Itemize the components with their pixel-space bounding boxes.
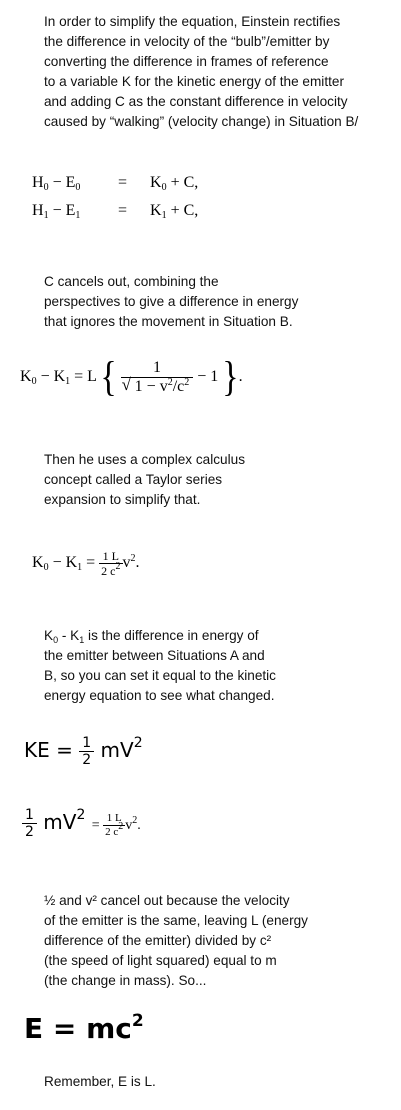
equation-lhs: $H_0 - E_0$ [32,174,81,193]
taylor-line: expansion to simplify that. [44,492,201,507]
conclusion-line: (the speed of light squared) equal to m [44,953,277,968]
intro-line: caused by “walking” (velocity change) in Situation B/ [44,114,359,129]
kinetic-difference-equation: $K_0 - K_1 = L$ { 1 √ $1 - v^2/c^2$ − 1 }. [20,353,243,400]
cancel-paragraph [44,272,394,332]
left-brace: { [100,353,117,400]
equation-rhs: $K_0 + C$, [150,174,199,193]
kinetic-energy-equation: KE = $\frac{1}{2}$ $mV^2$ [24,735,143,768]
taylor-equation: $K_0 - K_1$ = $\frac{1 L}{2 c^2}$ $v^2$. [32,549,140,578]
conclusion-line: difference of the emitter) divided by c² [44,933,272,948]
minus-one: − 1 [197,368,219,386]
taylor-fraction: $\frac{1 L}{2 c^2}$ [101,549,121,578]
taylor-paragraph [44,450,394,510]
intro-line: the difference in velocity of the “bulb”/emitter by [44,34,330,49]
half-fraction: $\frac{1}{2}$ [79,736,94,767]
taylor-line: Then he uses a complex calculus [44,452,245,467]
conclusion-line: of the emitter is the same, leaving L (energy [44,913,308,928]
equation-rhs: $K_1 + C$, [150,202,199,221]
cancel-line: that ignores the movement in Situation B. [44,314,293,329]
difference-line: energy equation to see what changed. [44,688,275,703]
conclusion-paragraph [44,891,394,991]
difference-line: B, so you can set it equal to the kinetic [44,668,276,683]
lorentz-fraction [121,360,194,395]
fraction-numerator: 1 [121,360,194,378]
equated-energy-equation [22,808,141,839]
intro-line: converting the difference in frames of reference [44,54,329,69]
typeset-energy-term: = $\frac{1 L}{2 c^2}$ $v^2$. [91,812,141,839]
fraction-denominator [121,375,194,395]
conclusion-line: ½ and v² cancel out because the velocity [44,893,290,908]
equals-sign: = [118,202,128,219]
mass-energy-equation: $E = mc^2$ [24,1011,144,1045]
difference-paragraph [44,626,394,706]
equals-sign: = [118,174,128,191]
difference-line: $K_0 - K_1$ is the difference in energy of [44,628,259,645]
intro-paragraph [44,12,394,132]
difference-line: the emitter between Situations A and [44,648,265,663]
square-root: √ $1 - v^2/c^2$ [121,375,190,395]
taylor-line: concept called a Taylor series [44,472,223,487]
intro-line: In order to simplify the equation, Einstein rectifies [44,14,341,29]
cancel-line: perspectives to give a difference in energy [44,294,299,309]
handwritten-kinetic-term: $\frac{1}{2}$ $mV^2$ [22,810,92,834]
intro-line: and adding C as the constant difference in velocity [44,94,348,109]
right-brace: } [222,353,239,400]
intro-line: to a variable K for the kinetic energy of the emitter [44,74,344,89]
energy-equations [32,174,252,234]
remember-note: Remember, E is L. [44,1074,156,1089]
conclusion-line: (the change in mass). So... [44,973,207,988]
cancel-line: C cancels out, combining the [44,274,219,289]
equation-lhs: $H_1 - E_1$ [32,202,81,221]
